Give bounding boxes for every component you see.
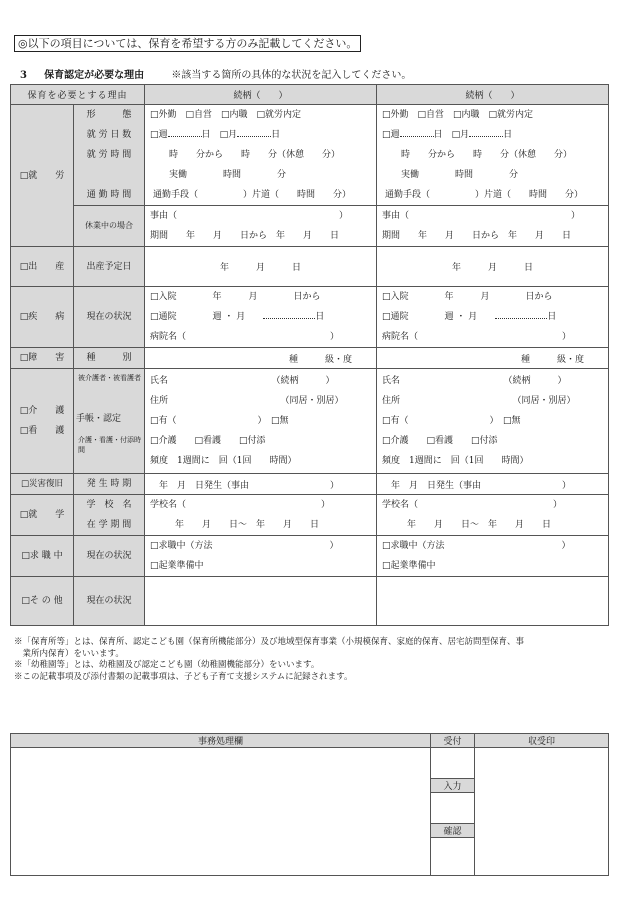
jobseek-line1-2[interactable]: □求職中（方法 ） bbox=[382, 541, 571, 551]
work-form-value[interactable]: □外勤 □自営 □内職 □就労内定 bbox=[150, 110, 302, 120]
disaster-category[interactable] bbox=[11, 474, 74, 495]
work-form-label: 形 態 bbox=[86, 110, 132, 120]
work-days-value-2[interactable] bbox=[377, 125, 608, 145]
work-hours-spacer bbox=[74, 165, 144, 185]
care-line1[interactable]: 氏名 （続柄 ） bbox=[150, 376, 335, 386]
care-category-label-1: □介 護 bbox=[19, 406, 65, 416]
work-commute-value[interactable]: 通勤手段（ ）片道（ 時間 分） bbox=[145, 185, 376, 206]
disability-value-2[interactable]: 種 級・度 bbox=[377, 348, 609, 369]
care-line1-2[interactable]: 氏名 （続柄 ） bbox=[382, 376, 567, 386]
illness-line2-label-2: □通院 週 ・ 月 bbox=[382, 312, 478, 322]
illness-col-2[interactable] bbox=[377, 287, 609, 348]
jobseek-line2[interactable]: □起業準備中 bbox=[150, 561, 204, 571]
care-line3[interactable]: □有（ ） □無 bbox=[150, 416, 289, 426]
days-week-blank-2[interactable] bbox=[400, 126, 434, 137]
disability-category-label: □障 害 bbox=[19, 353, 65, 363]
school-col-2[interactable] bbox=[377, 495, 609, 536]
days-week: □週 bbox=[150, 130, 168, 140]
illness-blank-2[interactable] bbox=[495, 308, 547, 319]
days-month: □月 bbox=[219, 130, 238, 140]
relation-header-1: 続柄（ ） bbox=[145, 85, 377, 105]
jobseek-category[interactable] bbox=[11, 536, 74, 577]
illness-line2[interactable] bbox=[145, 307, 376, 327]
section-note: ※該当する箇所の具体的な状況を記入してください。 bbox=[171, 70, 412, 81]
days-unit-4: 日 bbox=[503, 130, 513, 140]
other-category[interactable] bbox=[11, 577, 74, 626]
care-line4[interactable]: □介護 □看護 □付添 bbox=[150, 436, 266, 446]
illness-line3-2[interactable]: 病院名（ ） bbox=[382, 332, 572, 342]
care-col-1[interactable] bbox=[145, 369, 377, 474]
other-value-1[interactable] bbox=[145, 577, 377, 626]
work-col-2[interactable] bbox=[377, 105, 609, 247]
work-sub-labels bbox=[74, 105, 145, 247]
section-heading: 保育認定が必要な理由 bbox=[44, 70, 145, 81]
school-name-label: 学 校 名 bbox=[86, 500, 132, 510]
received-header: 受付 bbox=[431, 734, 475, 748]
care-category-label-2: □看 護 bbox=[19, 426, 65, 436]
illness-line3[interactable]: 病院名（ ） bbox=[150, 332, 340, 342]
received-box[interactable] bbox=[431, 748, 475, 779]
disaster-value-1[interactable]: 年 月 日発生（事由 ） bbox=[145, 474, 377, 495]
care-col-2[interactable] bbox=[377, 369, 609, 474]
illness-day-2: 日 bbox=[547, 312, 557, 322]
work-category-label: □就 労 bbox=[19, 170, 65, 181]
school-sub-labels bbox=[74, 495, 145, 536]
days-week-blank[interactable] bbox=[168, 126, 202, 137]
illness-day: 日 bbox=[315, 312, 325, 322]
processing-area[interactable] bbox=[11, 748, 431, 876]
disability-category[interactable] bbox=[11, 348, 74, 369]
care-line2[interactable]: 住所 （同居・別居） bbox=[150, 396, 344, 406]
work-leave-reason-2[interactable]: 事由（ ） bbox=[382, 211, 581, 221]
work-days-value[interactable] bbox=[145, 125, 376, 145]
footnote-3: ※この記載事項及び添付書類の記載事項は、子ども子育て支援システムに記録されます。 bbox=[14, 671, 353, 682]
other-category-label: □そ の 他 bbox=[21, 596, 63, 606]
footnote-1-cont: 業所内保育）をいいます。 bbox=[14, 648, 124, 659]
disaster-value-2[interactable]: 年 月 日発生（事由 ） bbox=[377, 474, 609, 495]
confirm-box[interactable] bbox=[431, 838, 475, 876]
illness-blank[interactable] bbox=[263, 308, 315, 319]
jobseek-category-label: □求 職 中 bbox=[21, 551, 63, 561]
school-name-value-2[interactable]: 学校名（ ） bbox=[382, 500, 563, 510]
notice-box: ◎以下の項目については、保育を希望する方のみ記載してください。 bbox=[14, 35, 361, 52]
reason-header: 保育を必要とする理由 bbox=[11, 85, 145, 105]
days-week-2: □週 bbox=[382, 130, 400, 140]
work-actual-value[interactable]: 実働 時間 分 bbox=[169, 170, 287, 180]
disability-value-1[interactable]: 種 級・度 bbox=[145, 348, 377, 369]
days-unit-3: 日 bbox=[433, 130, 443, 140]
work-col-1[interactable] bbox=[145, 105, 377, 247]
care-sub-labels bbox=[74, 369, 145, 474]
work-leave-label: 休業中の場合 bbox=[85, 221, 133, 230]
illness-line2-2[interactable] bbox=[377, 307, 608, 327]
section-title bbox=[20, 66, 411, 81]
jobseek-line1[interactable]: □求職中（方法 ） bbox=[150, 541, 339, 551]
illness-category[interactable] bbox=[11, 287, 74, 348]
stamp-area[interactable] bbox=[475, 748, 609, 876]
school-name-value[interactable]: 学校名（ ） bbox=[150, 500, 331, 510]
processing-header: 事務処理欄 bbox=[11, 734, 431, 748]
birth-value-2[interactable]: 年 月 日 bbox=[377, 247, 609, 287]
birth-value-1[interactable]: 年 月 日 bbox=[145, 247, 377, 287]
section-number: 3 bbox=[20, 70, 27, 81]
work-leave-period[interactable]: 期間 年 月 日から 年 月 日 bbox=[150, 231, 340, 241]
footnotes bbox=[14, 637, 614, 683]
work-commute-label: 通 勤 時 間 bbox=[74, 185, 144, 206]
input-label: 入力 bbox=[431, 779, 475, 793]
input-box[interactable] bbox=[431, 793, 475, 824]
days-unit: 日 bbox=[201, 130, 211, 140]
work-category[interactable] bbox=[11, 105, 74, 247]
illness-sub-label: 現在の状況 bbox=[74, 287, 145, 348]
care-sub-bottom: 介護・看護・付添時間 bbox=[78, 436, 141, 454]
work-form-value-2[interactable]: □外勤 □自営 □内職 □就労内定 bbox=[382, 110, 534, 120]
work-days-label: 就 労 日 数 bbox=[86, 130, 132, 140]
jobseek-sub-label: 現在の状況 bbox=[74, 536, 145, 577]
footnote-2: ※「幼稚園等」とは、幼稚園及び認定こども園（幼稚園機能部分）をいいます。 bbox=[14, 660, 320, 670]
care-line4-2[interactable]: □介護 □看護 □付添 bbox=[382, 436, 498, 446]
illness-line1-2[interactable]: □入院 年 月 日から bbox=[382, 292, 553, 302]
disaster-sub-label: 発 生 時 期 bbox=[74, 474, 145, 495]
illness-line2-label: □通院 週 ・ 月 bbox=[150, 312, 246, 322]
birth-sub-label: 出産予定日 bbox=[74, 247, 145, 287]
work-commute-value-2[interactable]: 通勤手段（ ）片道（ 時間 分） bbox=[377, 185, 608, 206]
work-leave-reason[interactable]: 事由（ ） bbox=[150, 211, 349, 221]
jobseek-col-2[interactable] bbox=[377, 536, 609, 577]
reason-table bbox=[10, 84, 609, 626]
work-hours-value[interactable]: 時 分から 時 分（休憩 分） bbox=[169, 150, 341, 160]
days-unit-2: 日 bbox=[271, 130, 281, 140]
illness-col-1[interactable] bbox=[145, 287, 377, 348]
jobseek-col-1[interactable] bbox=[145, 536, 377, 577]
school-col-1[interactable] bbox=[145, 495, 377, 536]
disaster-category-label: □災害復旧 bbox=[20, 479, 64, 489]
work-actual-value-2[interactable]: 実働 時間 分 bbox=[401, 170, 519, 180]
school-period-value-2[interactable]: 年 月 日～ 年 月 日 bbox=[407, 520, 552, 530]
disability-sub-label: 種 別 bbox=[74, 348, 145, 369]
days-month-blank[interactable] bbox=[237, 126, 271, 137]
school-period-value[interactable]: 年 月 日～ 年 月 日 bbox=[175, 520, 320, 530]
stamp-header: 収受印 bbox=[475, 734, 609, 748]
birth-category[interactable] bbox=[11, 247, 74, 287]
school-category[interactable] bbox=[11, 495, 74, 536]
care-line2-2[interactable]: 住所 （同居・別居） bbox=[382, 396, 576, 406]
relation-header-2: 続柄（ ） bbox=[377, 85, 609, 105]
jobseek-line2-2[interactable]: □起業準備中 bbox=[382, 561, 436, 571]
school-category-label: □就 学 bbox=[19, 510, 65, 520]
days-month-2: □月 bbox=[451, 130, 470, 140]
other-value-2[interactable] bbox=[377, 577, 609, 626]
birth-category-label: □出 産 bbox=[19, 261, 65, 272]
work-hours-value-2[interactable]: 時 分から 時 分（休憩 分） bbox=[401, 150, 573, 160]
other-sub-label: 現在の状況 bbox=[74, 577, 145, 626]
care-sub-mid: 手帳・認定 bbox=[76, 414, 122, 424]
footnote-1: ※「保育所等」とは、保育所、認定こども園（保育所機能部分）及び地域型保育事業（小規模保育、家庭的保育、居宅訪問型保育、事 bbox=[14, 637, 525, 647]
illness-line1[interactable]: □入院 年 月 日から bbox=[150, 292, 321, 302]
care-sub-top: 被介護者・被看護者 bbox=[78, 374, 141, 382]
school-period-label: 在 学 期 間 bbox=[86, 520, 132, 530]
care-line5-2[interactable]: 頻度 1週間に 回（1回 時間） bbox=[382, 456, 529, 466]
confirm-label: 確認 bbox=[431, 824, 475, 838]
office-use-table bbox=[10, 733, 609, 876]
days-month-blank-2[interactable] bbox=[469, 126, 503, 137]
care-line5[interactable]: 頻度 1週間に 回（1回 時間） bbox=[150, 456, 297, 466]
care-category[interactable] bbox=[11, 369, 74, 474]
work-hours-label: 就 労 時 間 bbox=[86, 150, 132, 160]
care-line3-2[interactable]: □有（ ） □無 bbox=[382, 416, 521, 426]
illness-category-label: □疾 病 bbox=[19, 312, 65, 322]
work-leave-period-2[interactable]: 期間 年 月 日から 年 月 日 bbox=[382, 231, 572, 241]
